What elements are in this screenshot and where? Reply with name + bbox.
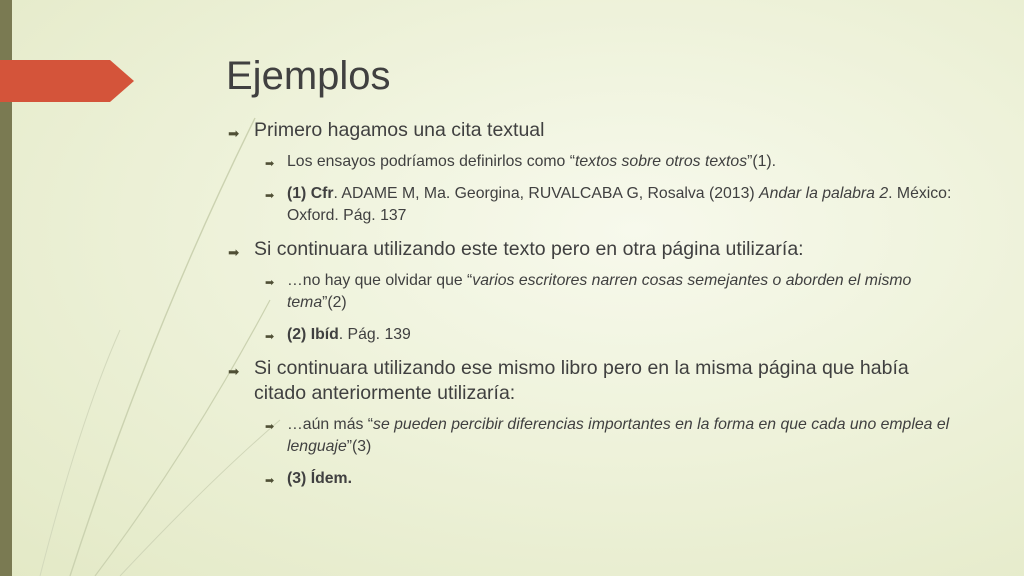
sub-bullet-item: [263, 183, 966, 227]
slide-title: Ejemplos: [226, 54, 391, 98]
arrow-bullet-icon: ➡: [265, 331, 275, 343]
text-segment: . ADAME M, Ma. Georgina, RUVALCABA G, Rosalva (2013): [333, 185, 760, 202]
arrow-bullet-icon: ➡: [265, 277, 275, 289]
sub-bullet-item: [263, 324, 966, 346]
text-segment: ”(1).: [747, 153, 777, 170]
bullet-item-3: [226, 356, 966, 406]
arrow-bullet-icon: ➡: [228, 245, 240, 260]
slide-content: [226, 116, 966, 500]
arrow-bullet-icon: ➡: [265, 190, 275, 202]
italic-quote: se pueden percibir diferencias importantes en la forma en que cada uno emplea el lenguaje: [287, 416, 950, 455]
bullet-item-2: [226, 237, 966, 262]
arrow-bullet-icon: ➡: [228, 126, 240, 141]
text-segment: . México: Oxford. Pág. 137: [287, 185, 952, 224]
bullet-text: Si continuara utilizando este texto pero en otra página utilizaría:: [254, 238, 804, 260]
arrow-bullet-icon: ➡: [265, 158, 275, 170]
citation-marker: (1) Cfr: [287, 185, 334, 202]
text-segment: ”(3): [346, 438, 372, 455]
text-segment: ”(2): [322, 294, 347, 311]
citation-marker: (3) Ídem.: [287, 470, 352, 487]
sub-bullet-item: [263, 414, 966, 458]
citation-marker: (2) Ibíd: [287, 326, 339, 343]
bullet-item-1: [226, 118, 966, 143]
sub-bullet-item: [263, 270, 966, 314]
text-segment: Los ensayos podríamos definirlos como “: [287, 153, 575, 170]
italic-quote: textos sobre otros textos: [575, 153, 748, 170]
book-title: Andar la palabra 2: [759, 185, 889, 202]
text-segment: …aún más “: [287, 416, 374, 433]
italic-quote: varios escritores narren cosas semejantes o aborden el mismo tema: [287, 272, 912, 311]
text-segment: …no hay que olvidar que “: [287, 272, 473, 289]
title-accent-flag: [0, 60, 134, 102]
text-segment: . Pág. 139: [338, 326, 411, 343]
bullet-text: Si continuara utilizando ese mismo libro pero en la misma página que había citado anteriormente utilizaría:: [254, 357, 909, 404]
arrow-bullet-icon: ➡: [265, 421, 275, 433]
sub-bullet-item: [263, 151, 966, 173]
arrow-bullet-icon: ➡: [228, 364, 240, 379]
bullet-text: Primero hagamos una cita textual: [254, 119, 545, 141]
arrow-bullet-icon: ➡: [265, 475, 275, 487]
sub-bullet-item: [263, 468, 966, 490]
